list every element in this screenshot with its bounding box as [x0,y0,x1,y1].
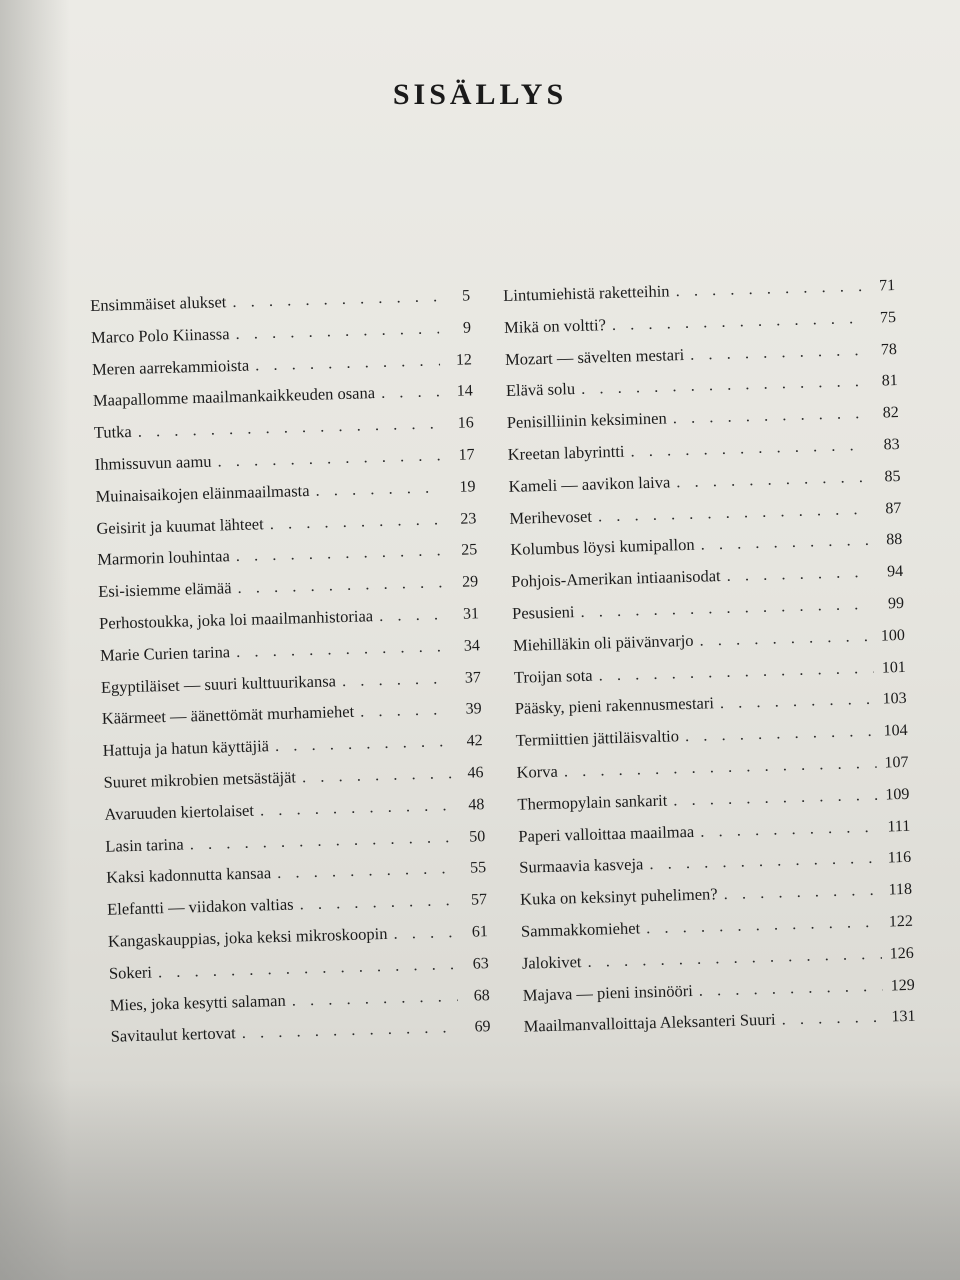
toc-dot-leader [726,562,871,586]
toc-entry-page: 118 [888,880,913,899]
page-edge-shadow [0,0,70,1280]
toc-dot-leader [676,467,869,492]
toc-entry-title: Hattuja ja hatun käyttäjiä [102,736,270,760]
toc-entry-title: Lasin tarina [105,834,184,856]
toc-entry-title: Termiittien jättiläisvaltio [515,726,680,750]
toc-entry-page: 83 [883,435,900,454]
toc-entry-page: 46 [467,764,484,782]
toc-entry-title: Tutka [93,422,132,443]
toc-dot-leader [255,350,440,375]
toc-entry-title: Kameli — aavikon laiva [508,472,671,496]
toc-entry-page: 42 [466,732,483,750]
toc-entry-page: 109 [885,785,910,804]
toc-left-column [90,285,491,1058]
toc-entry-title: Merihevoset [509,506,593,528]
toc-entry-title: Marco Polo Kiinassa [90,323,230,347]
toc-entry-page: 68 [473,986,490,1005]
toc-entry-title: Thermopylain sankarit [517,790,668,814]
toc-dot-leader [275,731,451,756]
toc-entry-title: Suuret mikrobien metsästäjät [103,767,297,792]
toc-entry-title: Penisilliinin keksiminen [506,408,667,433]
toc-dot-leader [781,1007,883,1030]
toc-entry-title: Maapallomme maailmankaikkeuden osana [92,383,376,411]
toc-dot-leader [315,477,444,501]
toc-dot-leader [232,286,438,312]
toc-entry-title: Savitaulut kertovat [110,1023,237,1047]
toc-entry-title: Kangaskauppias, joka keksi mikroskoopin [107,923,388,951]
toc-entry-page: 82 [882,404,899,422]
page-title: SISÄLLYS [392,78,568,111]
toc-entry-title: Miehilläkin oli päivänvarjo [512,630,694,655]
toc-entry-page: 116 [887,849,912,867]
toc-dot-leader [723,880,880,904]
toc-entry-page: 31 [462,605,480,623]
toc-entry-title: Egyptiläiset — suuri kulttuurikansa [100,670,337,697]
toc-entry-page: 9 [462,319,472,337]
toc-entry-title: Korva [516,761,559,782]
toc-entry-page: 75 [879,308,897,327]
toc-entry-title: Lintumiehistä raketteihin [503,281,670,305]
toc-entry-page: 100 [880,626,906,645]
toc-entry-page: 63 [472,954,490,973]
toc-dot-leader [299,890,455,914]
toc-entry-title: Käärmeet — äänettömät murhamiehet [101,702,355,729]
toc-entry-page: 17 [458,446,475,464]
toc-dot-leader [235,318,439,344]
page-bottom-shadow [0,1080,960,1280]
toc-entry-page: 69 [474,1018,491,1036]
toc-dot-leader [720,689,875,713]
toc-entry-title: Elefantti — viidakon valtias [106,894,294,919]
toc-entry-title: Sammakkomiehet [520,918,641,941]
toc-dot-leader [673,784,878,810]
toc-dot-leader [685,721,876,746]
toc-dot-leader [675,276,863,301]
toc-entry-page: 12 [455,350,473,369]
toc-entry-title: Troijan sota [513,665,593,687]
toc-entry-page: 122 [888,912,914,931]
toc-entry-page: 16 [457,414,474,432]
toc-entry-title: Pohjois-Amerikan intiaanisodat [510,566,721,592]
toc-entry-page: 25 [461,541,478,560]
toc-entry-title: Marie Curien tarina [99,641,231,665]
toc-entry-page: 94 [886,563,904,581]
toc-entry-page: 37 [464,668,482,687]
toc-entry-title: Maailmanvalloittaja Aleksanteri Suuri [523,1010,776,1037]
toc-dot-leader [302,763,452,787]
toc-dot-leader [360,699,450,721]
toc-dot-leader [690,340,865,365]
toc-dot-leader [700,816,879,841]
toc-entry-title: Meren aarrekammioista [91,355,250,379]
toc-entry-title: Jalokivet [521,951,582,973]
toc-dot-leader [260,795,453,820]
toc-dot-leader [698,975,882,1000]
toc-entry-page: 5 [461,287,471,305]
toc-dot-leader [699,626,873,651]
toc-entry-page: 14 [456,382,474,401]
toc-entry-page: 103 [882,690,907,708]
toc-entry-title: Perhostoukka, joka loi maailmanhistoriaa [98,606,374,633]
toc-entry-title: Muinaisaikojen eläinmaailmasta [95,480,310,506]
toc-entry-title: Marmorin louhintaa [97,546,231,570]
toc-entry-page: 88 [886,531,903,549]
toc-right-column [503,275,916,1049]
toc-entry-title: Mies, joka kesytti salaman [109,990,286,1015]
toc-entry-page: 34 [463,637,481,655]
toc-entry-page: 111 [887,817,911,836]
toc-entry-title: Pesusieni [511,602,575,623]
toc-entry-page: 48 [468,795,485,814]
toc-entry-page: 61 [471,923,489,941]
toc-entry-page: 131 [891,1008,916,1026]
toc-entry-title: Mikä on voltti? [503,314,607,337]
toc-entry-page: 23 [460,509,477,528]
toc-entry-page: 29 [461,573,479,591]
toc-entry-page: 57 [470,891,488,909]
toc-entry-page: 104 [883,722,908,740]
toc-entry-title: Paperi valloittaa maailmaa [518,821,695,846]
toc-entry-title: Esi-isiemme elämää [97,578,232,602]
toc-dot-leader [277,858,455,883]
toc-dot-leader [291,986,458,1011]
toc-entry-page: 129 [890,976,915,994]
toc-entry-page: 107 [884,753,909,772]
toc-entry-page: 101 [881,658,907,677]
toc-dot-leader [269,509,444,534]
toc-entry-title: Pääsky, pieni rakennusmestari [514,693,715,719]
toc-dot-leader [342,668,449,691]
toc-entry-page: 50 [469,827,486,846]
toc-entry-title: Kolumbus löysi kumipallon [510,535,695,560]
toc-entry-title: Kuka on keksinyt puhelimen? [519,884,718,909]
toc-entry-page: 19 [459,478,476,496]
toc-entry-title: Kaksi kadonnutta kansaa [105,863,272,888]
toc-entry-page: 99 [887,594,905,613]
toc-entry-page: 55 [469,859,487,877]
toc-entry-title: Sokeri [108,962,153,983]
toc-entry-title: Elävä solu [505,379,576,401]
toc-entry-title: Ensimmäiset alukset [90,292,227,315]
toc-entry-title: Mozart — sävelten mestari [504,344,685,369]
toc-entry-page: 71 [878,277,896,295]
toc-entry-page: 126 [889,944,915,963]
toc-entry-page: 87 [885,499,902,517]
toc-entry-title: Avaruuden kiertolaiset [104,800,255,824]
toc-dot-leader [381,382,441,404]
toc-entry-title: Geisirit ja kuumat lähteet [96,513,264,538]
toc-entry-title: Majava — pieni insinööri [522,980,694,1005]
toc-dot-leader [700,530,870,555]
toc-dot-leader [672,403,867,428]
toc-entry-page: 85 [884,467,901,486]
toc-dot-leader [379,604,448,626]
toc-dot-leader [393,922,456,944]
toc-entry-title: Ihmissuvun aamu [94,451,212,474]
toc-entry-page: 78 [880,340,898,359]
toc-entry-page: 81 [881,372,899,390]
toc-entry-page: 39 [465,700,482,719]
toc-entry-title: Kreetan labyrintti [507,441,625,464]
toc-entry-title: Surmaavia kasveja [518,854,644,878]
